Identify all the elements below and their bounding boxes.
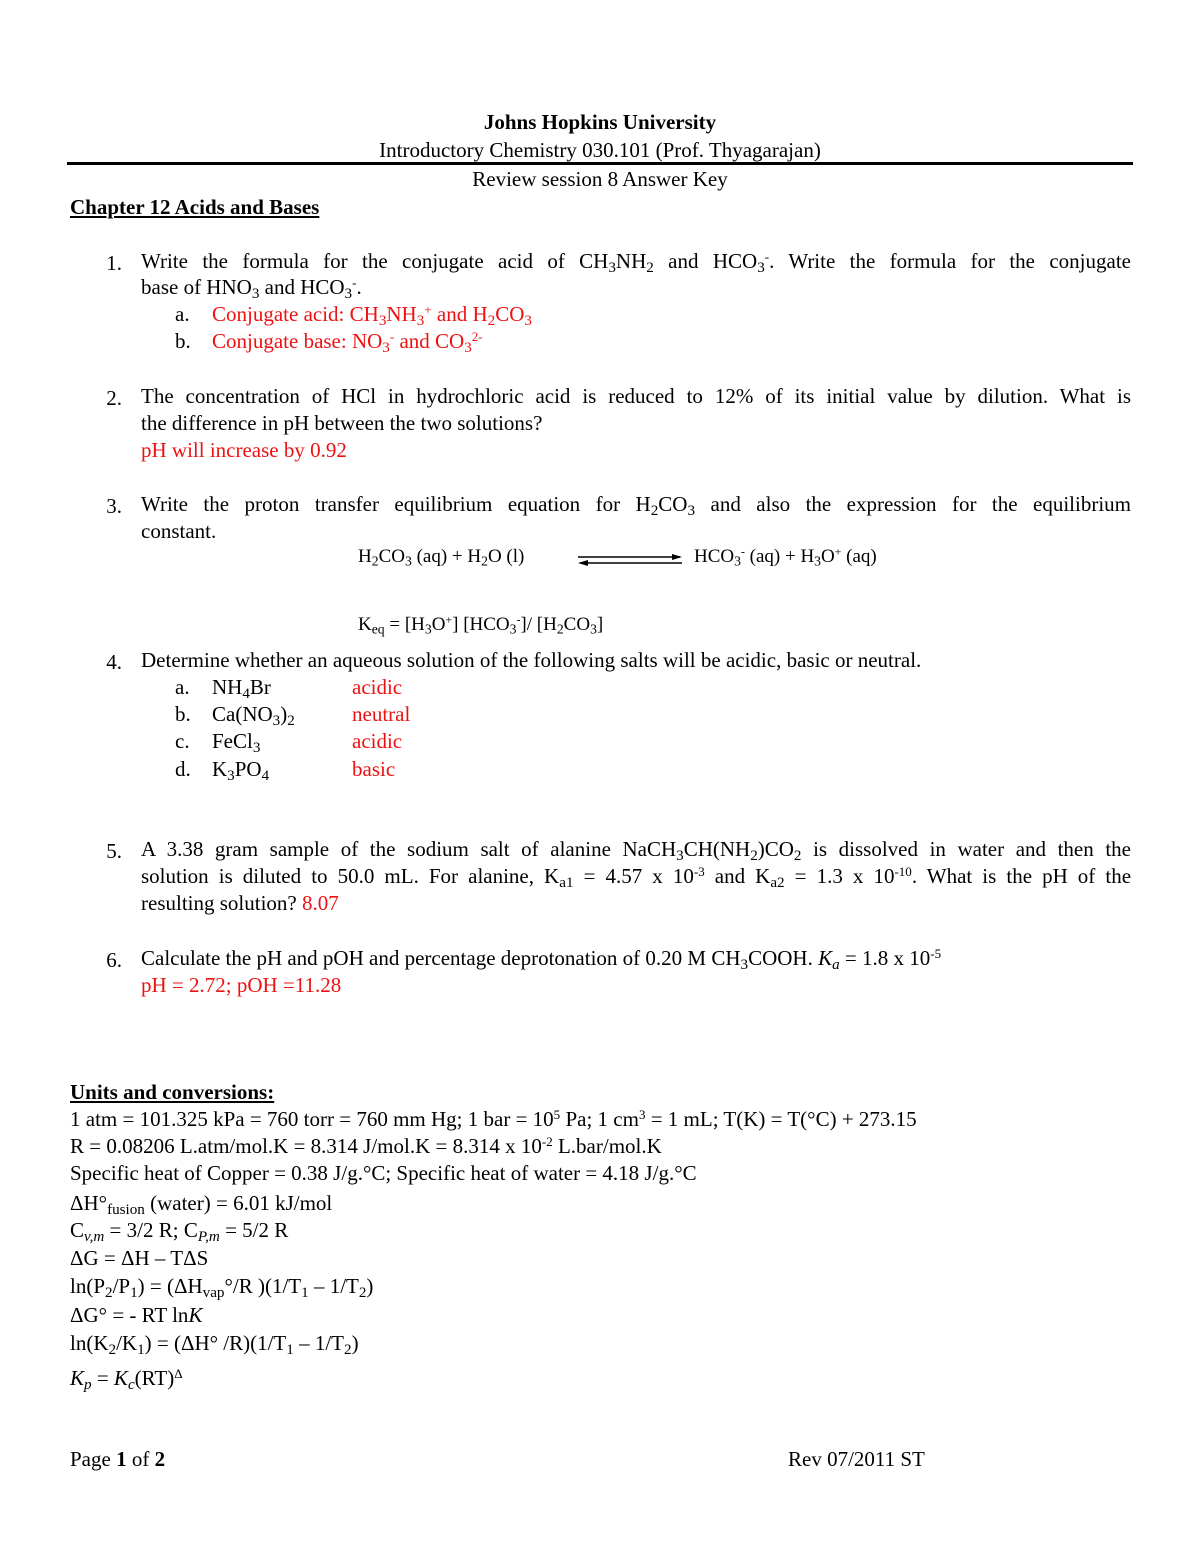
answer-q2: pH will increase by 0.92 — [141, 438, 347, 462]
answer-q5: 8.07 — [302, 891, 339, 915]
units-line-gibbs-k: ΔG° = - RT lnK — [70, 1303, 203, 1327]
question-number: 4. — [106, 650, 122, 674]
units-line-gibbs: ΔG = ΔH – TΔS — [70, 1246, 209, 1270]
list-item-label: a. — [175, 675, 190, 699]
question-number: 2. — [106, 386, 122, 410]
answer-salt: acidic — [352, 729, 403, 753]
question-4-line1: Determine whether an aqueous solution of the following salts will be acidic, basic or neutral. — [141, 648, 922, 672]
university-title: Johns Hopkins University — [483, 110, 717, 134]
salt-cano32: $Ca(NO_3)_2$ — [212, 702, 295, 729]
units-line-pressure: 1 atm = 101.325 kPa = 760 torr = 760 mm Hg; 1 bar = $10^5$ Pa; 1 $cm^3 = 1$ mL; T(K) = T(°C) + 273.15 — [70, 1106, 917, 1131]
question-2-line1: The concentration of HCl in hydrochloric acid is reduced to 12% of its initial value by dilution. What is — [141, 384, 1131, 408]
equilibrium-arrow-icon — [576, 552, 684, 568]
header-divider — [67, 162, 1133, 165]
list-item-label: c. — [175, 729, 190, 753]
question-number: 3. — [106, 494, 122, 518]
answer-salt: basic — [352, 757, 396, 781]
chapter-title: Chapter 12 Acids and Bases — [70, 195, 320, 219]
question-1-line2: base of $HNO_3$ and $HCO_3^-$. — [141, 274, 362, 302]
answer-conjugate-acid: Conjugate acid: $CH_3NH_3^+$ and $H_2CO_3$ — [212, 301, 532, 329]
units-line-heat-capacity: $C_{v,m} = 3/2$ R; $C_{P,m} = 5/2$ R — [70, 1218, 289, 1245]
question-2-line2: the difference in pH between the two solutions? — [141, 411, 543, 435]
units-line-fusion: $\Delta H^\circ_{fusion}$ (water) = 6.01 kJ/mol — [70, 1191, 333, 1218]
salt-fecl3: FeCl$_3$ — [212, 729, 261, 756]
units-line-clausius: $\ln(P_2/P_1) = (\Delta H_{vap}^\circ/R$ )$(1/T_1 - 1/T_2)$ — [70, 1274, 374, 1301]
page-indicator: Page 1 of 2 — [70, 1447, 166, 1471]
list-item-label: a. — [175, 302, 190, 326]
units-line-kp-kc: $K_p = K_c(RT)^\Delta$ — [70, 1365, 183, 1393]
question-5-line3: resulting solution? 8.07 — [141, 891, 339, 915]
question-3-line2: constant. — [141, 519, 217, 543]
units-title: Units and conversions: — [70, 1080, 275, 1104]
question-5-line2: solution is diluted to 50.0 mL. For alanine, $K_{a1} = 4.57$ x $10^{-3}$ and $K_{a2} = 1.3$ x $10^{-10}$. What is the pH of the — [141, 863, 1132, 891]
revision-label: Rev 07/2011 ST — [788, 1447, 925, 1471]
answer-salt: acidic — [352, 675, 403, 699]
question-number: 6. — [106, 948, 122, 972]
equation-reactants: $H_2CO_3$ $(aq) + H_2O$ (l) — [358, 546, 525, 569]
equation-products: $HCO_3^-$ $(aq) + H_3O^+$ (aq) — [694, 545, 877, 569]
list-item-label: b. — [175, 329, 191, 353]
question-3-line1: Write the proton transfer equilibrium equation for $H_2CO_3$ and also the expression for the equilibrium — [141, 492, 1131, 519]
units-line-gas-constant: R = 0.08206 L.atm/mol.K = 8.314 J/mol.K = 8.314 x $10^{-2}$ L.bar/mol.K — [70, 1133, 662, 1158]
list-item-label: b. — [175, 702, 191, 726]
list-item-label: d. — [175, 757, 191, 781]
course-title: Introductory Chemistry 030.101 (Prof. Thyagarajan) — [379, 138, 821, 162]
answer-q6: pH = 2.72; pOH =11.28 — [141, 973, 342, 997]
session-title: Review session 8 Answer Key — [472, 167, 728, 191]
question-6-line1: Calculate the pH and pOH and percentage deprotonation of 0.20 M $CH_3COOH$. $K_a = 1.8$ x $10^{-5}$ — [141, 945, 942, 973]
answer-salt: neutral — [352, 702, 411, 726]
units-line-specific-heat: Specific heat of Copper = 0.38 J/g.°C; Specific heat of water = 4.18 J/g.°C — [70, 1161, 697, 1185]
equilibrium-constant-expression: $K_{eq} = [H_3O^+]$ $[HCO_3^-]/$ $[H_2CO_3]$ — [358, 613, 604, 637]
salt-nh4br: $NH_4Br$ — [212, 675, 271, 702]
salt-k3po4: $K_3PO_4$ — [212, 757, 270, 784]
question-number: 1. — [106, 251, 122, 275]
question-number: 5. — [106, 839, 122, 863]
units-line-vant-hoff: $\ln(K_2/K_1) = (\Delta H^\circ$ $/R)(1/T_1 - 1/T_2)$ — [70, 1331, 359, 1358]
question-5-line1: A 3.38 gram sample of the sodium salt of alanine $NaCH_3CH(NH_2)CO_2$ is dissolved in water and then the — [141, 837, 1131, 864]
question-1-line1: Write the formula for the conjugate acid of $CH_3NH_2$ and $HCO_3^-$. Write the formula for the conjugate — [141, 248, 1131, 276]
answer-conjugate-base: Conjugate base: $NO_3^-$ and $CO_3^{2-}$ — [212, 328, 483, 356]
